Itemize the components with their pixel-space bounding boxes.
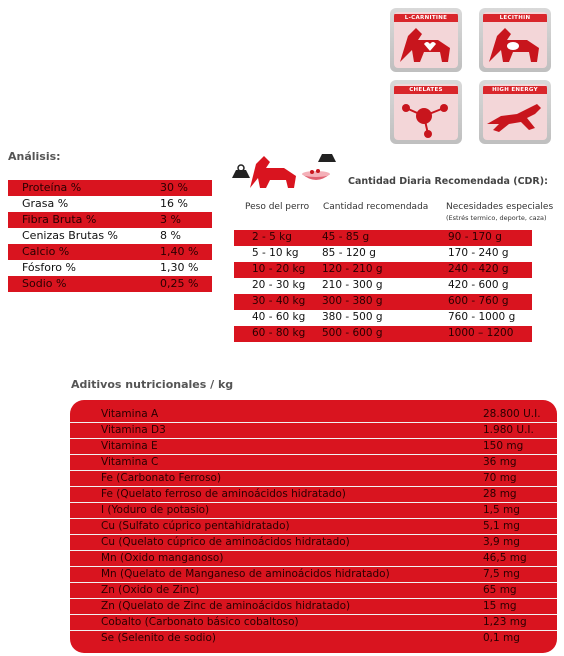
cdr-amount: 300 - 380 g <box>322 295 383 307</box>
weight-icon <box>318 154 336 162</box>
additive-row <box>70 583 557 599</box>
badge-l-carnitine <box>390 8 462 72</box>
additive-value: 5,1 mg <box>483 520 520 532</box>
additive-value: 7,5 mg <box>483 568 520 580</box>
cdr-amount: 120 - 210 g <box>322 263 383 275</box>
additives-title: Aditivos nutricionales / kg <box>71 378 234 391</box>
additive-value: 1.980 U.I. <box>483 424 534 436</box>
analysis-title: Análisis: <box>8 150 61 163</box>
additive-value: 1,5 mg <box>483 504 520 516</box>
additive-name: Vitamina A <box>101 408 159 420</box>
analysis-value: 30 % <box>160 181 188 194</box>
cdr-amount: 45 - 85 g <box>322 231 370 243</box>
additive-name: Fe (Quelato ferroso de aminoácidos hidratado) <box>101 488 346 500</box>
additive-name: Zn (Quelato de Zinc de aminoácidos hidratado) <box>101 600 351 612</box>
additive-row <box>70 567 557 583</box>
lecithin-dog-icon <box>483 22 547 68</box>
additive-value: 65 mg <box>483 584 517 596</box>
cdr-special: 240 - 420 g <box>448 263 509 275</box>
cdr-special: 760 - 1000 g <box>448 311 516 323</box>
additive-name: Fe (Carbonato Ferroso) <box>101 472 222 484</box>
additive-name: Mn (Quelato de Manganeso de aminoácidos hidratado) <box>101 568 390 580</box>
cdr-amount: 85 - 120 g <box>322 247 376 259</box>
analysis-value: 3 % <box>160 213 181 226</box>
analysis-name: Grasa % <box>22 197 69 210</box>
badge-label: HIGH ENERGY <box>483 86 547 94</box>
analysis-row <box>8 180 212 196</box>
cdr-special: 420 - 600 g <box>448 279 509 291</box>
badge-lecithin <box>479 8 551 72</box>
additive-value: 15 mg <box>483 600 517 612</box>
additive-name: Vitamina E <box>101 440 158 452</box>
cdr-row <box>234 246 532 262</box>
cdr-header-special: Necesidades especiales <box>446 202 554 212</box>
additive-value: 70 mg <box>483 472 517 484</box>
analysis-name: Sodio % <box>22 277 67 290</box>
badge-high-energy <box>479 80 551 144</box>
additive-row <box>70 487 557 503</box>
cdr-special: 600 - 760 g <box>448 295 509 307</box>
analysis-name: Cenizas Brutas % <box>22 229 118 242</box>
additive-name: Se (Selenito de sodio) <box>101 632 216 644</box>
analysis-value: 1,40 % <box>160 245 199 258</box>
dog-feeding-icon <box>230 152 340 192</box>
analysis-row <box>8 228 212 244</box>
cdr-row <box>234 310 532 326</box>
cdr-header-amount: Cantidad recomendada <box>323 202 429 212</box>
analysis-row <box>8 196 212 212</box>
cdr-amount: 380 - 500 g <box>322 311 383 323</box>
additive-name: Vitamina D3 <box>101 424 166 436</box>
cdr-weight: 10 - 20 kg <box>252 263 306 275</box>
analysis-row <box>8 276 212 292</box>
additive-row <box>70 423 557 439</box>
cdr-amount: 210 - 300 g <box>322 279 383 291</box>
cdr-special: 90 - 170 g <box>448 231 502 243</box>
chelates-molecule-icon <box>394 94 458 140</box>
cdr-weight: 30 - 40 kg <box>252 295 306 307</box>
analysis-name: Fósforo % <box>22 261 76 274</box>
additive-row <box>70 471 557 487</box>
badge-chelates <box>390 80 462 144</box>
analysis-row <box>8 212 212 228</box>
additive-row <box>70 455 557 471</box>
cdr-special: 1000 – 1200 <box>448 327 514 339</box>
cdr-row <box>234 326 532 342</box>
cdr-weight: 5 - 10 kg <box>252 247 299 259</box>
additive-name: Cu (Quelato cúprico de aminoácidos hidratado) <box>101 536 350 548</box>
additive-name: Vitamina C <box>101 456 159 468</box>
cdr-weight: 20 - 30 kg <box>252 279 306 291</box>
additive-name: Cobalto (Carbonato básico cobaltoso) <box>101 616 299 628</box>
cdr-special: 170 - 240 g <box>448 247 509 259</box>
additives-table <box>70 400 557 653</box>
additive-row <box>70 631 557 647</box>
cdr-row <box>234 278 532 294</box>
weight-icon <box>232 165 250 178</box>
cdr-subheader: (Estrés termico, deporte, caza) <box>446 214 547 222</box>
analysis-name: Proteína % <box>22 181 82 194</box>
cdr-weight: 60 - 80 kg <box>252 327 306 339</box>
l-carnitine-dog-icon <box>394 22 458 68</box>
cdr-weight: 40 - 60 kg <box>252 311 306 323</box>
cdr-header-weight: Peso del perro <box>245 202 310 212</box>
cdr-row <box>234 262 532 278</box>
analysis-name: Calcio % <box>22 245 70 258</box>
additive-name: Cu (Sulfato cúprico pentahidratado) <box>101 520 290 532</box>
cdr-amount: 500 - 600 g <box>322 327 383 339</box>
additive-row <box>70 519 557 535</box>
bowl-icon <box>302 169 330 180</box>
analysis-value: 0,25 % <box>160 277 199 290</box>
additive-name: Zn (Oxido de Zinc) <box>101 584 200 596</box>
additive-value: 3,9 mg <box>483 536 520 548</box>
additive-row <box>70 407 557 423</box>
analysis-name: Fibra Bruta % <box>22 213 97 226</box>
additive-value: 28 mg <box>483 488 517 500</box>
additive-value: 36 mg <box>483 456 517 468</box>
badge-label: LECITHIN <box>483 14 547 22</box>
additive-row <box>70 599 557 615</box>
cdr-title: Cantidad Diaria Recomendada (CDR): <box>348 176 548 187</box>
analysis-value: 8 % <box>160 229 181 242</box>
analysis-row <box>8 244 212 260</box>
additive-name: I (Yoduro de potasio) <box>101 504 210 516</box>
additive-row <box>70 439 557 455</box>
additive-value: 28.800 U.I. <box>483 408 541 420</box>
additive-row <box>70 535 557 551</box>
analysis-row <box>8 260 212 276</box>
additive-name: Mn (Oxido manganoso) <box>101 552 224 564</box>
cdr-weight: 2 - 5 kg <box>252 231 292 243</box>
cdr-row <box>234 230 532 246</box>
additive-row <box>70 551 557 567</box>
badge-label: CHELATES <box>394 86 458 94</box>
analysis-value: 1,30 % <box>160 261 199 274</box>
additive-row <box>70 615 557 631</box>
additive-value: 150 mg <box>483 440 524 452</box>
badge-label: L-CARNITINE <box>394 14 458 22</box>
cdr-row <box>234 294 532 310</box>
additive-value: 1,23 mg <box>483 616 527 628</box>
additive-row <box>70 503 557 519</box>
analysis-value: 16 % <box>160 197 188 210</box>
high-energy-dog-icon <box>483 94 547 140</box>
additive-value: 0,1 mg <box>483 632 520 644</box>
additive-value: 46,5 mg <box>483 552 527 564</box>
